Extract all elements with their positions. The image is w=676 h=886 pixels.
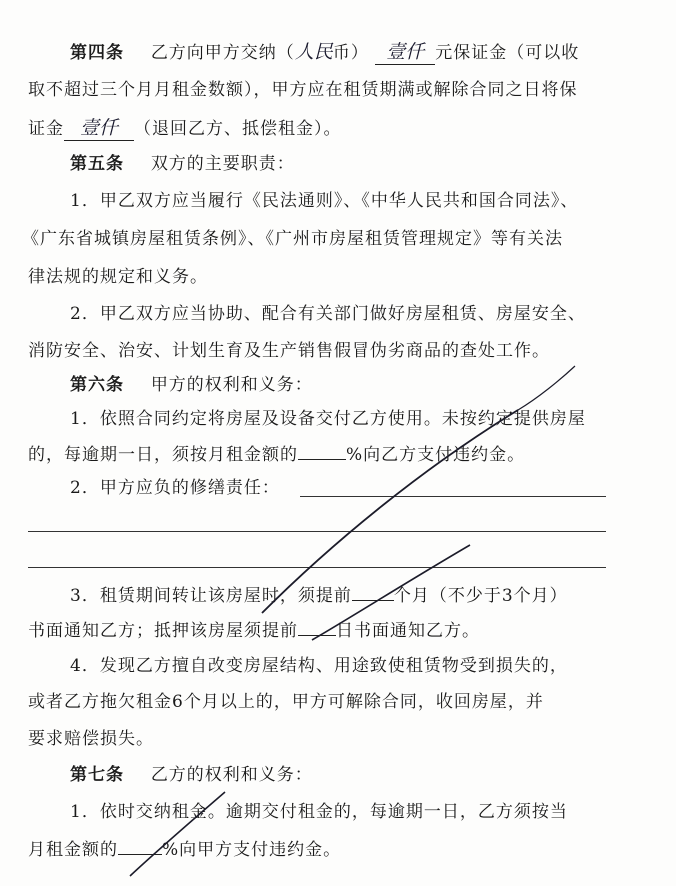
art6-p4-line-2: 或者乙方拖欠租金6个月以上的，甲方可解除合同，收回房屋，并 <box>28 692 544 712</box>
art5-p2-line-1: 2．甲乙双方应当协助、配合有关部门做好房屋租赁、房屋安全、 <box>70 304 586 324</box>
art7-heading-line <box>70 763 313 787</box>
art6-p4-line-1: 4．发现乙方擅自改变房屋结构、用途致使租赁物受到损失的， <box>70 656 568 676</box>
art4-text-1c: 元保证金（可以收 <box>435 43 580 63</box>
art5-title: 双方的主要职责： <box>150 154 295 174</box>
repair-blank-line-3[interactable] <box>28 567 606 568</box>
art5-p1-line-1: 1．甲乙双方应当履行《民法通则》、《中华人民共和国合同法》、 <box>70 191 579 211</box>
art6-heading: 第六条 <box>70 375 124 395</box>
art6-title: 甲方的权利和义务： <box>150 375 313 395</box>
art6-p3-text-d: 日书面通知乙方。 <box>336 621 480 641</box>
art7-heading: 第七条 <box>70 765 124 785</box>
art5-p2-line-2: 消防安全、治安、计划生育及生产销售假冒伪劣商品的查处工作。 <box>28 341 550 361</box>
art6-p3-text-a: 3．租赁期间转让该房屋时，须提前 <box>70 586 352 606</box>
art6-p2-line-1 <box>70 476 280 500</box>
repair-blank-line-1[interactable] <box>300 496 606 497</box>
art4-line-1 <box>70 40 579 65</box>
art6-p1-line-2 <box>28 441 525 467</box>
art6-p1-line-1: 1．依照合同约定将房屋及设备交付乙方使用。未按约定提供房屋 <box>70 409 586 429</box>
handwritten-currency: 人民 <box>294 41 333 63</box>
art7-p1-line-1: 1．依时交纳租金。逾期交付租金的，每逾期一日，乙方须按当 <box>70 802 568 822</box>
art6-p2-text: 2．甲方应负的修缮责任： <box>70 478 280 498</box>
art4-text-3a: 证金 <box>28 119 64 139</box>
art5-p1-line-3: 律法规的规定和义务。 <box>28 267 208 287</box>
art6-p1-text-a: 的，每逾期一日，须按月租金额的 <box>28 445 298 465</box>
art4-line-3 <box>28 116 342 141</box>
art4-text-3b: （退回乙方、抵偿租金）。 <box>134 119 342 139</box>
handwritten-deposit-amount: 壹仟 <box>375 40 435 65</box>
art7-p1-text-a: 月租金额的 <box>28 840 118 860</box>
art5-heading-line <box>70 152 295 176</box>
art7-p1-line-2 <box>28 836 341 862</box>
art5-p1-line-2: 《广东省城镇房屋租赁条例》、《广州市房屋租赁管理规定》等有关法 <box>22 229 563 249</box>
mortgage-notice-days-blank[interactable] <box>298 617 336 636</box>
tenant-penalty-percent-blank[interactable] <box>118 836 162 855</box>
art6-p4-line-3: 要求赔偿损失。 <box>28 729 154 749</box>
art4-line-2: 取不超过三个月月租金数额），甲方应在租赁期满或解除合同之日将保 <box>28 80 578 100</box>
art4-text-1b: 币） <box>332 43 369 63</box>
art7-title: 乙方的权利和义务： <box>150 765 313 785</box>
handwritten-refund-amount: 壹仟 <box>64 116 134 141</box>
repair-blank-line-2[interactable] <box>28 531 606 532</box>
art6-p3-text-c: 书面通知乙方；抵押该房屋须提前 <box>28 621 298 641</box>
strike-stroke-2 <box>518 366 575 410</box>
art5-heading: 第五条 <box>70 154 124 174</box>
art6-p3-text-b: 个月（不少于3个月） <box>393 586 568 606</box>
art6-p3-line-1 <box>70 582 568 608</box>
penalty-percent-blank[interactable] <box>298 441 346 460</box>
art6-p3-line-2 <box>28 617 480 643</box>
art6-heading-line <box>70 373 313 397</box>
art6-p1-text-b: %向乙方支付违约金。 <box>346 445 526 465</box>
transfer-notice-months-blank[interactable] <box>352 582 394 601</box>
art4-text-1a: 乙方向甲方交纳（ <box>150 43 295 63</box>
art4-heading: 第四条 <box>70 43 124 63</box>
art7-p1-text-b: %向甲方支付违约金。 <box>162 840 342 860</box>
